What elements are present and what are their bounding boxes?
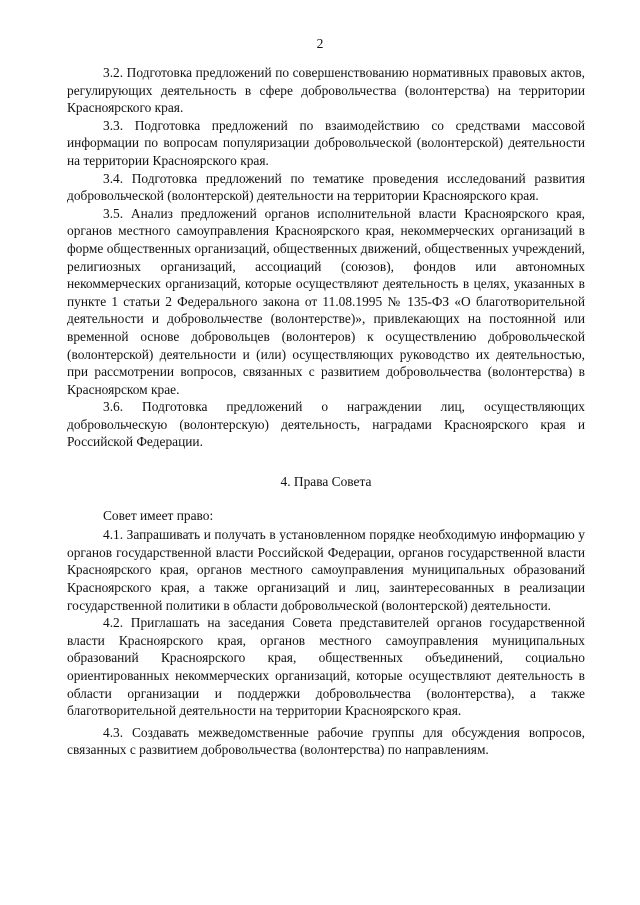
paragraph-3-2: 3.2. Подготовка предложений по совершенствованию нормативных правовых актов, регулирующих деятельность в сфере добровольчества (волонтерства) на территории Красноярского края. [67,65,585,116]
page-number: 2 [316,36,324,51]
paragraph-3-5: 3.5. Анализ предложений органов исполнительной власти Красноярского края, органов местного самоуправления Красноярского края, некоммерческих организаций в форме общественных организаций, общественных движений, общественных учреждений, религиозных организаций, ассоциаций (союзов), фондов или автономных некоммерческих организаций, которые осуществляют деятельность в целях, указанных в пункте 1 статьи 2 Федерального закона от 11.08.1995 № 135-ФЗ «О благотворительной деятельности и добровольчестве (волонтерстве)», привлекающих на постоянной или временной основе добровольцев (волонтеров) к осуществлению добровольческой (волонтерской) деятельности и (или) осуществляющих руководство их деятельностью, при рассмотрении вопросов, связанных с развитием добровольчества (волонтерства) в Красноярском крае. [67,205,585,397]
paragraph-4-1: 4.1. Запрашивать и получать в установленном порядке необходимую информацию у органов государственной власти Российской Федерации, органов государственной власти Красноярского края, органов местного самоуправления муниципальных образований Красноярского края, а также организаций и лиц, заинтересованных в реализации государственной политики в области добровольческой (волонтерской) деятельности. [67,527,585,613]
paragraph-3-4: 3.4. Подготовка предложений по тематике проведения исследований развития добровольческой (волонтерской) деятельности на территории Красноярского края. [67,170,585,204]
paragraph-4-3: 4.3. Создавать межведомственные рабочие группы для обсуждения вопросов, связанных с развитием добровольчества (волонтерства) по направлениям. [67,724,585,758]
paragraph-3-3: 3.3. Подготовка предложений по взаимодействию со средствами массовой информации по вопросам популяризации добровольческой (волонтерской) деятельности на территории Красноярского края. [67,117,585,168]
section-intro: Совет имеет право: [103,507,214,523]
document-body [67,64,585,759]
paragraph-3-6: 3.6. Подготовка предложений о награждении лиц, осуществляющих добровольческую (волонтерскую) деятельность, наградами Красноярского края и Российской Федерации. [67,399,585,450]
paragraph-4-2: 4.2. Приглашать на заседания Совета представителей органов государственной власти Красноярского края, органов местного самоуправления муниципальных образований Красноярского края, общественных объединений, социально ориентированных некоммерческих организаций, которые осуществляют деятельность в области организации и поддержки добровольчества (волонтерства), а также благотворительной деятельности на территории Красноярского края. [67,615,585,719]
section-heading: 4. Права Совета [280,474,372,490]
